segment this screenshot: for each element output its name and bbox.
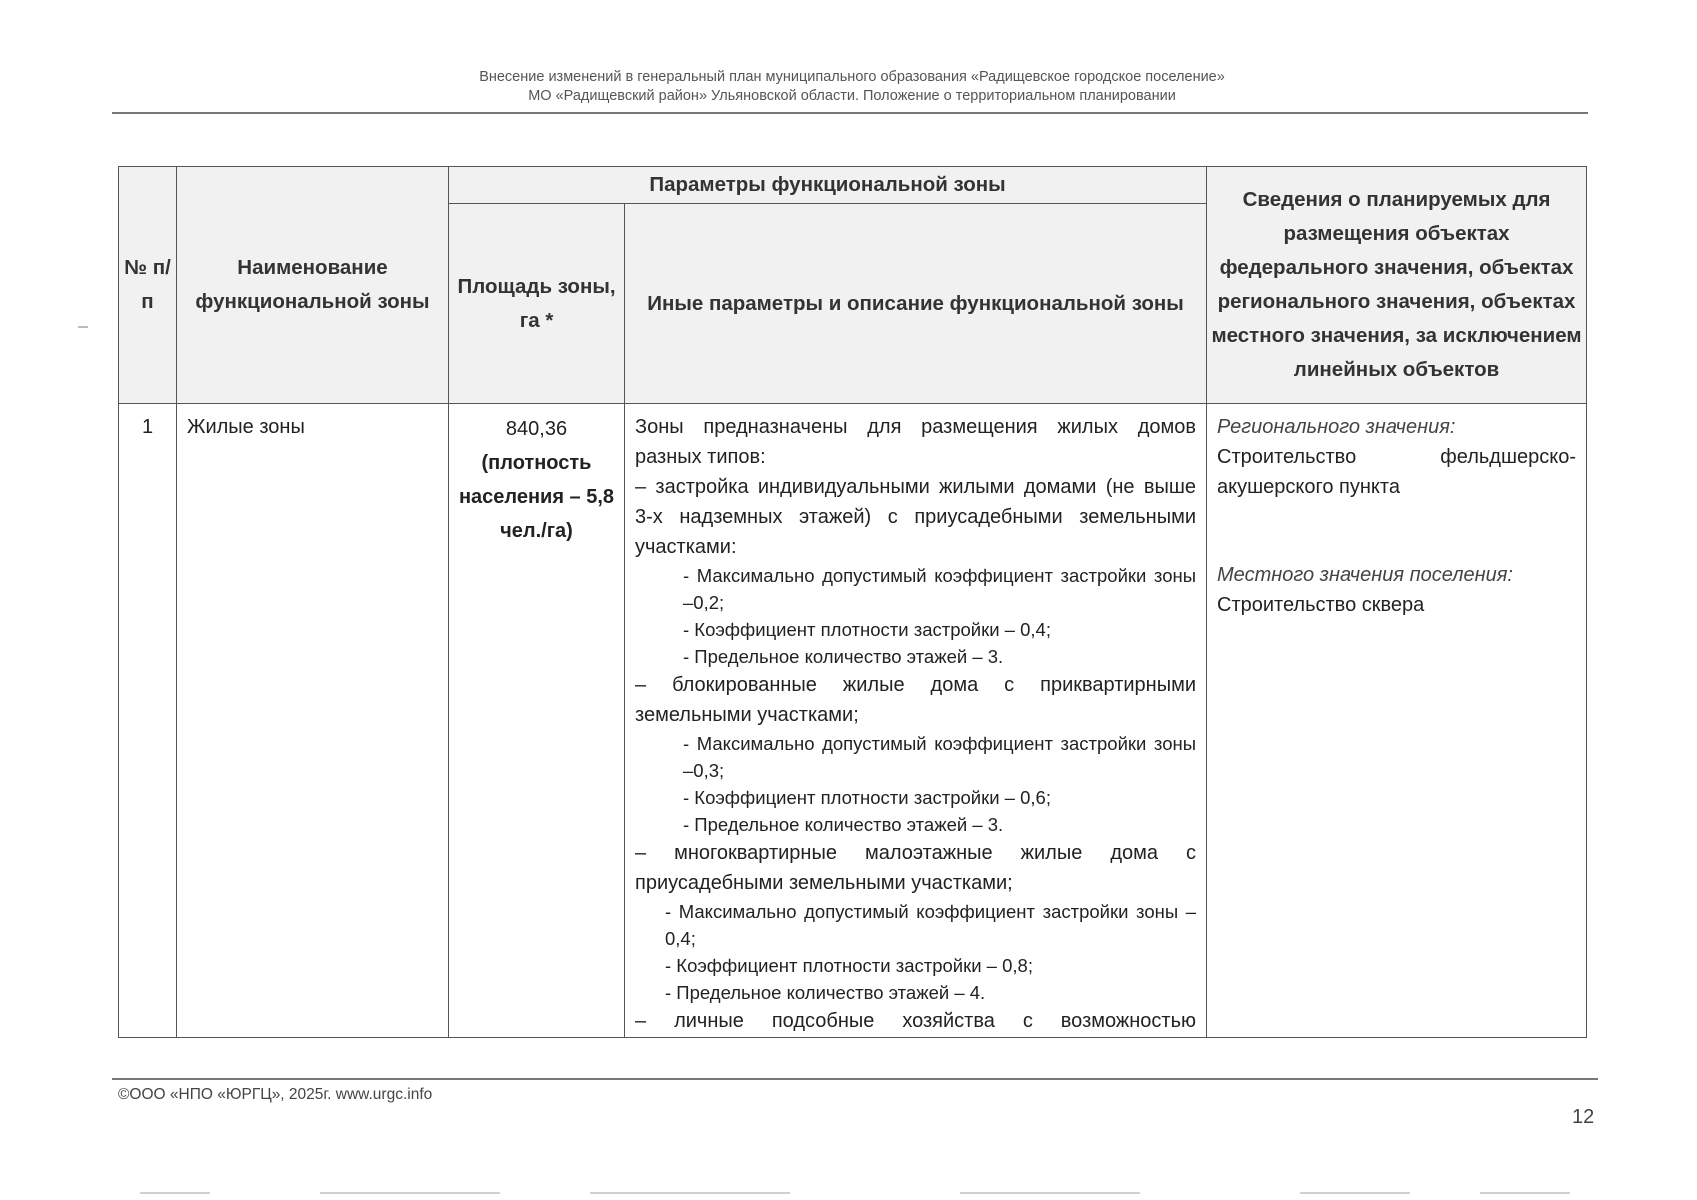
housing-type-subsidiary-farms: – личные подсобные хозяйства с возможностью [635,1010,1197,1032]
local-significance-label: Местного значения поселения: [1217,564,1513,586]
scan-artifact-line [1300,1192,1410,1194]
col-header-planned-objects: Сведения о планируемых для размещения объектах федерального значения, объектах регионального значения, объектах местного значения, за исключением линейных объектов [1207,167,1587,404]
header-line-2: МО «Радищевский район» Ульяновской области. Положение о территориальном планировании [528,88,1176,104]
col-header-number: № п/п [119,167,177,404]
scan-margin-mark [78,326,88,328]
scan-artifact-line [140,1192,210,1194]
population-density-note: (плотность населения – 5,8 чел./га) [458,452,615,542]
footer-divider [112,1078,1598,1080]
housing-type-individual: – застройка индивидуальными жилыми домами (не выше 3-х надземных этажей) с приусадебными земельными участками: [635,476,1197,558]
footer-copyright: ©ООО «НПО «ЮРГЦ», 2025г. www.urgc.info [118,1086,433,1103]
parameter-max-coefficient: - Максимально допустимый коэффициент застройки зоны –0,4; [665,901,1197,949]
housing-type-multi-apartment: – многоквартирные малоэтажные жилые дома с приусадебными земельными участками; [635,842,1197,894]
description-intro: Зоны предназначены для размещения жилых домов разных типов: [635,416,1197,468]
scan-artifact-line [590,1192,790,1194]
scan-artifact-line [960,1192,1140,1194]
planned-objects-cell [1207,404,1587,1038]
document-header [112,68,1592,106]
col-header-area: Площадь зоны, га * [449,204,625,404]
parameter-density-coefficient: - Коэффициент плотности застройки – 0,6; [683,787,1051,808]
parameter-max-coefficient: - Максимально допустимый коэффициент застройки зоны –0,2; [683,565,1197,613]
header-divider [112,112,1588,114]
regional-significance-label: Регионального значения: [1217,416,1456,438]
parameter-max-floors: - Предельное количество этажей – 3. [683,814,1004,835]
col-header-other-params: Иные параметры и описание функциональной зоны [625,204,1207,404]
parameter-density-coefficient: - Коэффициент плотности застройки – 0,8; [665,955,1033,976]
zone-area-value: 840,36 [505,418,568,440]
local-object-text: Строительство сквера [1217,594,1425,616]
page-number: 12 [1572,1106,1595,1128]
scan-artifact-line [1480,1192,1570,1194]
scan-artifact-line [320,1192,500,1194]
row-number: 1 [119,404,177,1038]
table-header-row-1 [119,167,1587,204]
regional-object-text: Строительство фельдшерско-акушерского пункта [1217,446,1577,498]
housing-type-blocked: – блокированные жилые дома с приквартирными земельными участками; [635,674,1197,726]
parameter-max-coefficient: - Максимально допустимый коэффициент застройки зоны –0,3; [683,733,1197,781]
zone-description-cell [625,404,1207,1038]
col-header-zone-parameters: Параметры функциональной зоны [449,167,1207,204]
parameter-density-coefficient: - Коэффициент плотности застройки – 0,4; [683,619,1051,640]
header-line-1: Внесение изменений в генеральный план муниципального образования «Радищевское городское поселение» [479,69,1225,85]
table-row [119,404,1587,1038]
zone-name: Жилые зоны [177,404,449,1038]
functional-zones-table [118,166,1587,1038]
parameter-max-floors: - Предельное количество этажей – 4. [665,982,986,1003]
col-header-zone-name: Наименование функциональной зоны [177,167,449,404]
parameter-max-floors: - Предельное количество этажей – 3. [683,646,1004,667]
zone-area-cell [449,404,625,1038]
